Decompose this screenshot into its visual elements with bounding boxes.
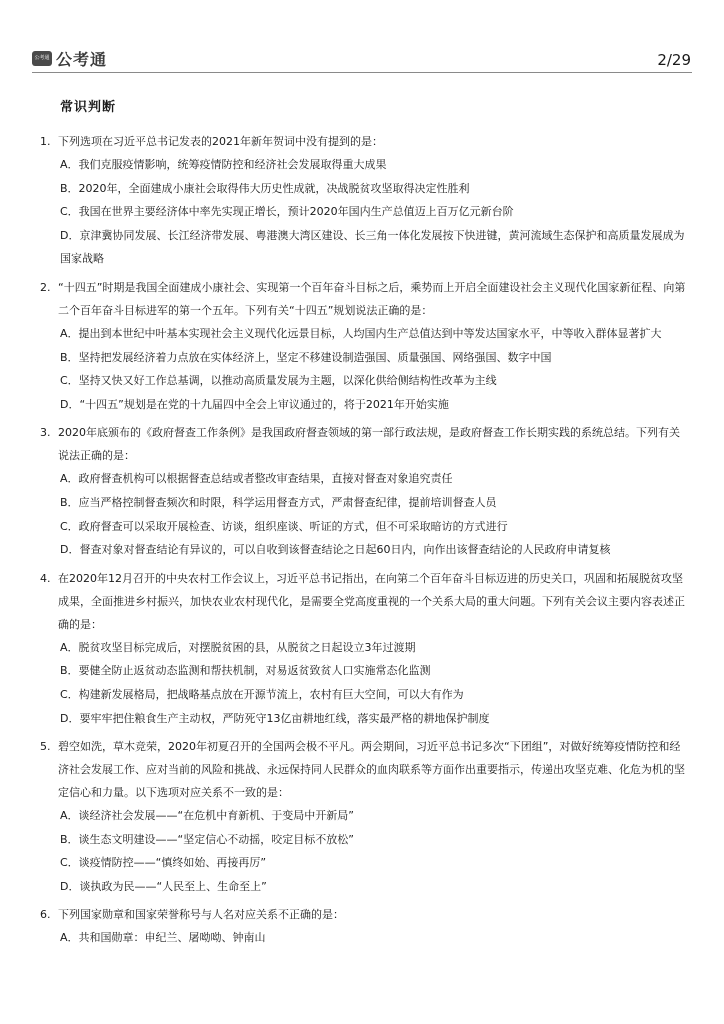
answer-option-a: A．我们克服疫情影响，统筹疫情防控和经济社会发展取得重大成果 — [60, 158, 387, 171]
question-number: 1. — [40, 135, 51, 148]
question-stem — [40, 130, 690, 153]
question-number: 6. — [40, 908, 51, 922]
answer-option-a: A．脱贫攻坚目标完成后，对摆脱贫困的县，从脱贫之日起设立3年过渡期 — [60, 640, 416, 654]
question-stem — [40, 903, 690, 926]
page-header — [0, 0, 724, 74]
answer-option-a: A．谈经济社会发展——“在危机中育新机、于变局中开新局” — [60, 809, 354, 823]
question-number: 5. — [40, 740, 51, 754]
page-number: 2/29 — [657, 51, 691, 69]
answer-option-d: D．要牢牢把住粮食生产主动权，严防死守13亿亩耕地红线，落实最严格的耕地保护制度 — [60, 711, 490, 725]
question-3 — [40, 421, 690, 561]
question-1 — [40, 130, 690, 271]
question-text: 下列国家勋章和国家荣誉称号与人名对应关系不正确的是： — [58, 908, 344, 922]
answer-option-b: B．要健全防止返贫动态监测和帮扶机制，对易返贫致贫人口实施常态化监测 — [60, 664, 431, 678]
logo-badge-text: 公考通 — [34, 55, 50, 61]
question-text: 在2020年12月召开的中央农村工作会议上，习近平总书记指出，在向第二个百年奋斗目标迈进的历史关口，巩固和拓展脱贫攻坚成果，全面推进乡村振兴，加快农业农村现代化，是需要全党高度重视的一个关系大局的重大问题。下列有关会议主要内容表述正确的是： — [58, 571, 685, 631]
answer-option-a: A．共和国勋章：申纪兰、屠呦呦、钟南山 — [60, 931, 266, 945]
answer-option-a: A．政府督查机构可以根据督查总结或者整改审查结果，直接对督查对象追究责任 — [60, 472, 453, 486]
answer-option-b: B．谈生态文明建设——“坚定信心不动摇，咬定目标不放松” — [60, 832, 354, 846]
question-text: 碧空如洗，草木竞荣，2020年初夏召开的全国两会极不平凡。两会期间，习近平总书记多次“下团组”，对做好统筹疫情防控和经济社会发展工作、应对当前的风险和挑战、永远保持同人民群众的血肉联系等方面作出重要指示，传递出攻坚克难、化危为机的坚定信心和力量。以下选项对应关系不一致的是： — [58, 740, 685, 800]
question-stem — [40, 421, 690, 467]
question-text: “十四五”时期是我国全面建成小康社会、实现第一个百年奋斗目标之后，乘势而上开启全面建设社会主义现代化国家新征程、向第二个百年奋斗目标进军的第一个五年。下列有关“十四五”规划说法正确的是： — [58, 280, 686, 317]
answer-option-d: D．“十四五”规划是在党的十九届四中全会上审议通过的，将于2021年开始实施 — [60, 397, 449, 411]
answer-option-b: B．坚持把发展经济着力点放在实体经济上，坚定不移建设制造强国、质量强国、网络强国、数字中国 — [60, 350, 552, 364]
answer-option-c: C．构建新发展格局，把战略基点放在开源节流上，农村有巨大空间，可以大有作为 — [60, 687, 464, 701]
question-stem — [40, 567, 690, 636]
answer-option-c: C．谈疫情防控——“慎终如始、再接再厉” — [60, 856, 267, 870]
question-2 — [40, 276, 690, 416]
answer-option-d: D．督查对象对督查结论有异议的，可以自收到该督查结论之日起60日内，向作出该督查结论的人民政府申请复核 — [60, 543, 611, 557]
logo-text: 公考通 — [56, 50, 108, 69]
question-text: 2020年底颁布的《政府督查工作条例》是我国政府督查领域的第一部行政法规，是政府督查工作长期实践的系统总结。下列有关说法正确的是： — [58, 426, 680, 463]
question-number: 3. — [40, 426, 51, 440]
question-4 — [40, 567, 690, 730]
header-divider — [32, 72, 692, 73]
document-body — [40, 96, 690, 955]
question-stem — [40, 735, 690, 804]
question-5 — [40, 735, 690, 898]
question-6 — [40, 903, 690, 950]
section-title: 常识判断 — [60, 100, 117, 115]
answer-option-b: B．应当严格控制督查频次和时限，科学运用督查方式，严肃督查纪律，提前培训督查人员 — [60, 495, 497, 509]
question-list — [40, 130, 690, 950]
logo — [32, 47, 107, 70]
logo-badge-icon — [32, 51, 52, 66]
answer-option-c: C．我国在世界主要经济体中率先实现正增长，预计2020年国内生产总值迈上百万亿元新台阶 — [60, 205, 514, 219]
answer-option-c: C．政府督查可以采取开展检查、访谈，组织座谈、听证的方式，但不可采取暗访的方式进行 — [60, 519, 508, 533]
question-text: 下列选项在习近平总书记发表的2021年新年贺词中没有提到的是： — [58, 135, 383, 148]
answer-option-b: B．2020年，全面建成小康社会取得伟大历史性成就，决战脱贫攻坚取得决定性胜利 — [60, 181, 470, 195]
question-number: 4. — [40, 571, 51, 585]
answer-option-d: D．京津冀协同发展、长江经济带发展、粤港澳大湾区建设、长三角一体化发展按下快进键，黄河流域生态保护和高质量发展成为国家战略 — [60, 228, 685, 266]
answer-option-d: D．谈执政为民——“人民至上、生命至上” — [60, 879, 267, 893]
question-stem — [40, 276, 690, 322]
answer-option-a: A．提出到本世纪中叶基本实现社会主义现代化远景目标，人均国内生产总值达到中等发达国家水平，中等收入群体显著扩大 — [60, 326, 662, 340]
question-number: 2. — [40, 280, 51, 294]
answer-option-c: C．坚持又快又好工作总基调，以推动高质量发展为主题，以深化供给侧结构性改革为主线 — [60, 374, 497, 388]
